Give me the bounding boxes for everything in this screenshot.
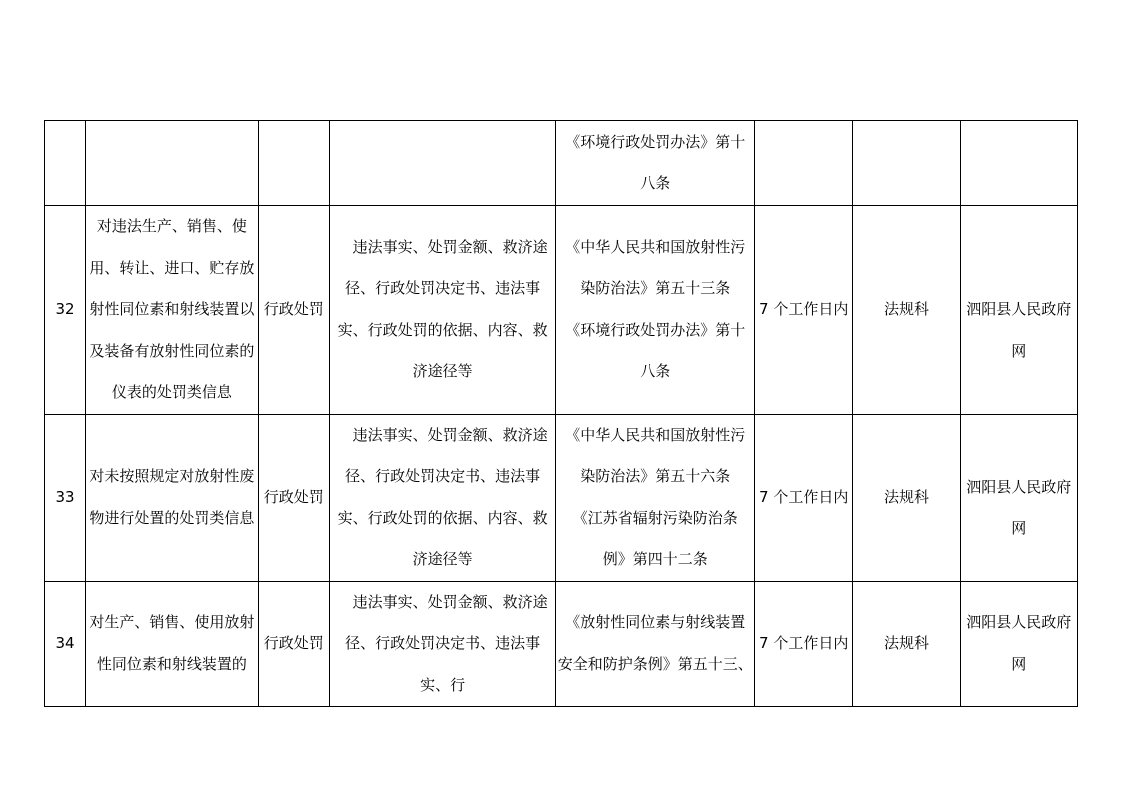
- table-row: [45, 121, 1078, 206]
- legal-basis-line: 《环境行政处罚办法》第十: [565, 320, 746, 339]
- row-number: 32: [45, 206, 86, 415]
- legal-basis: [556, 121, 755, 206]
- disclosure-type: 行政处罚: [258, 414, 329, 581]
- table-row: [45, 581, 1078, 707]
- disclosure-type: 行政处罚: [258, 581, 329, 707]
- row-number: [45, 121, 86, 206]
- legal-basis-line: 《环境行政处罚办法》第十: [565, 132, 746, 151]
- time-limit: 7 个工作日内: [755, 414, 853, 581]
- disclosure-type: 行政处罚: [258, 206, 329, 415]
- legal-basis-line: 染防治法》第五十三条: [580, 279, 731, 298]
- time-limit: 7 个工作日内: [755, 581, 853, 707]
- disclosure-item: 对未按照规定对放射性废物进行处置的处罚类信息: [86, 414, 259, 581]
- table-row: [45, 414, 1078, 581]
- publish-channel: [960, 206, 1077, 415]
- disclosure-content: 违法事实、处罚金额、救济途径、行政处罚决定书、违法事实、行政处罚的依据、内容、救济途径等: [329, 414, 556, 581]
- legal-basis-line: 染防治法》第五十六条: [580, 467, 731, 485]
- disclosure-table: [44, 120, 1078, 707]
- legal-basis: [556, 414, 755, 581]
- publish-channel-line: 网: [1011, 654, 1027, 673]
- responsible-dept: 法规科: [853, 414, 960, 581]
- legal-basis-line: 《中华人民共和国放射性污: [565, 425, 746, 444]
- responsible-dept: [853, 121, 960, 206]
- publish-channel-line: 泗阳县人民政府: [966, 300, 1072, 319]
- legal-basis-line: 《江苏省辐射污染防治条: [572, 508, 738, 527]
- publish-channel-line: 泗阳县人民政府: [966, 613, 1072, 632]
- disclosure-type: [258, 121, 329, 206]
- disclosure-content: 违法事实、处罚金额、救济途径、行政处罚决定书、违法事实、行政处罚的依据、内容、救济途径等: [329, 206, 556, 415]
- legal-basis-line: 安全和防护条例》第五十三、: [557, 654, 753, 673]
- publish-channel: [960, 414, 1077, 581]
- responsible-dept: 法规科: [853, 581, 960, 707]
- legal-basis-line: 八条: [640, 362, 671, 381]
- publish-channel: [960, 121, 1077, 206]
- table-row: [45, 206, 1078, 415]
- publish-channel-line: 网: [1011, 341, 1027, 360]
- disclosure-content: [329, 121, 556, 206]
- legal-basis-line: 《中华人民共和国放射性污: [565, 237, 746, 256]
- row-number: 33: [45, 414, 86, 581]
- time-limit: 7 个工作日内: [755, 206, 853, 415]
- row-number: 34: [45, 581, 86, 707]
- publish-channel-line: 泗阳县人民政府: [966, 477, 1072, 496]
- legal-basis-line: 八条: [640, 174, 671, 192]
- disclosure-item: [86, 121, 259, 206]
- disclosure-item: 对违法生产、销售、使用、转让、进口、贮存放射性同位素和射线装置以及装备有放射性同位素的仪表的处罚类信息: [86, 206, 259, 415]
- legal-basis: [556, 581, 755, 707]
- legal-basis-line: 例》第四十二条: [602, 550, 708, 568]
- publish-channel-line: 网: [1011, 519, 1027, 537]
- responsible-dept: 法规科: [853, 206, 960, 415]
- disclosure-item: 对生产、销售、使用放射性同位素和射线装置的: [86, 581, 259, 707]
- publish-channel: [960, 581, 1077, 707]
- legal-basis: [556, 206, 755, 415]
- time-limit: [755, 121, 853, 206]
- disclosure-content: 违法事实、处罚金额、救济途径、行政处罚决定书、违法事实、行: [329, 581, 556, 707]
- legal-basis-line: 《放射性同位素与射线装置: [565, 613, 746, 632]
